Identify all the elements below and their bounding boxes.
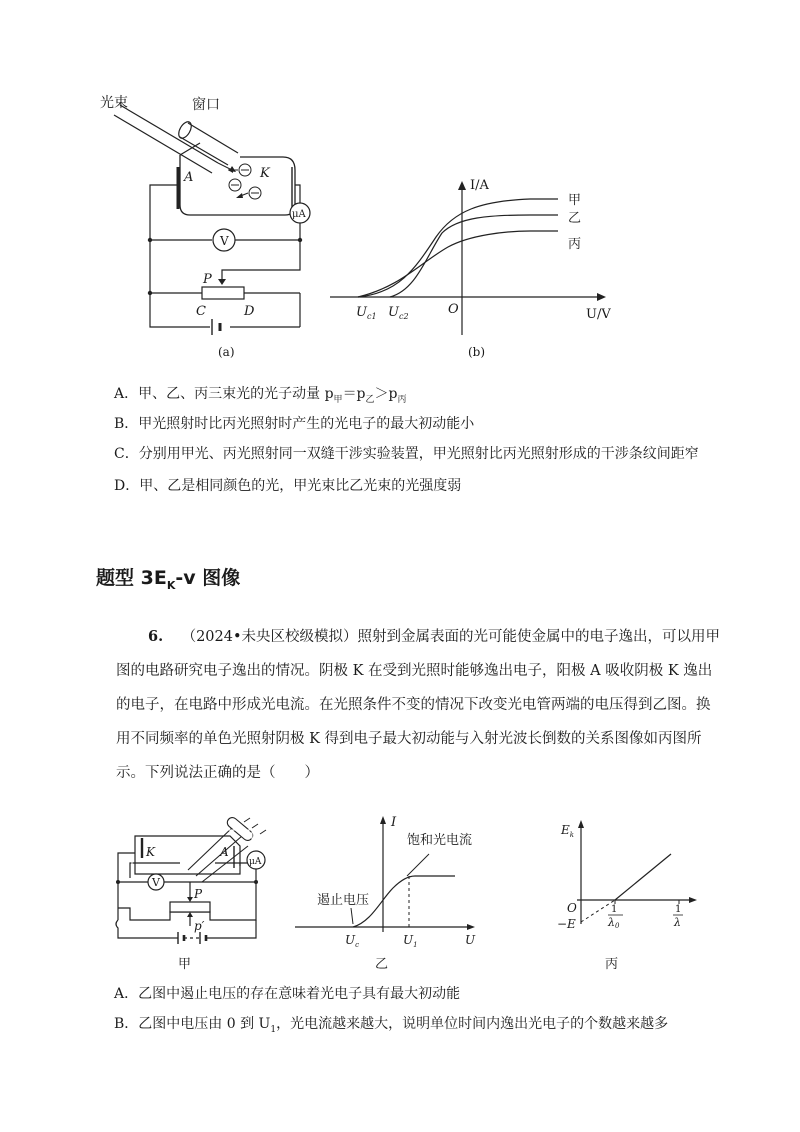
section-heading: 题型 $3E_K-v$ 图像 [96,567,241,592]
svg-text:1: 1 [675,904,682,915]
cathode-label: K [260,166,270,181]
origin-label: O [567,901,577,915]
figure-jia-circuit [110,808,280,973]
figure-caption-jia: 甲 [178,957,192,972]
x-axis-label: U/V [586,307,611,322]
stop-voltage-pointer [351,908,353,924]
microammeter-label: μA [292,209,306,220]
figure-a-photocell-circuit [100,85,340,365]
option-b-q6: B．乙图中电压由 0 到 $U_1$，光电流越来越大，说明单位时间内逸出光电子的个数越来越多 [114,1016,669,1035]
figure-yi-iu-curve [295,812,490,972]
curve-yi [390,215,558,297]
slider-p-label: P [194,887,203,901]
origin-label: O [448,302,459,317]
slider-p2-label: p′ [194,919,205,933]
option-d-q5: D．甲、乙是相同颜色的光，甲光束比乙光束的光强度弱 [114,478,462,494]
anode-label: A [184,170,194,185]
rheostat-icon [170,902,210,912]
uc2-label: $U_{c2}$ [388,305,409,321]
figure-caption-yi: 乙 [375,957,389,972]
option-a-q5: A．甲、乙、丙三束光的光子动量 $p_甲=p_乙>p_丙$ [114,386,407,405]
u1-label: $U_1$ [403,933,418,949]
option-c-q5: C．分别用甲光、丙光照射同一双缝干涉实验装置，甲光照射比丙光照射形成的干涉条纹间距窄 [114,446,699,462]
figure-bing-ek-graph [555,818,705,973]
figure-caption-bing: 丙 [605,957,619,972]
series-label-yi: 乙 [568,211,582,226]
question-number: 6. [148,628,164,645]
y-axis-label: I [391,815,397,830]
light-beam-label: 光束 [100,95,128,111]
terminal-d-label: D [244,304,255,319]
stop-voltage-label: 遏止电压 [317,893,370,908]
rheostat-icon [202,287,244,299]
neg-e-label: −E [557,917,576,931]
figure-b-iu-curves [330,175,620,360]
series-label-bing: 丙 [568,237,582,252]
window-icon [176,120,194,141]
svg-text:λ0: λ0 [608,916,620,930]
y-axis-label: I/A [470,178,489,193]
svg-text:λ: λ [674,916,681,929]
electron-icon [229,179,241,191]
figure-caption-a: (a) [218,345,235,359]
y-axis-label: $E_k$ [561,823,575,839]
figure-caption-b: (b) [468,345,486,359]
option-b-q5: B．甲光照射时比丙光照射时产生的光电子的最大初动能小 [114,416,475,432]
saturation-label: 饱和光电流 [407,833,473,848]
anode-label: A [220,845,229,859]
microammeter-label: μA [249,857,262,867]
svg-text:1: 1 [611,904,618,915]
saturation-pointer [407,854,429,876]
terminal-c-label: C [196,304,206,319]
x-axis-label: U [465,933,476,947]
slider-p-label: P [203,272,212,287]
curve-bing [358,231,558,297]
voltmeter-label: V [220,234,229,248]
option-a-q6: A．乙图中遏止电压的存在意味着光电子具有最大初动能 [114,986,461,1002]
question-6-stem: 6. （2024•未央区校级模拟）照射到金属表面的光可能使金属中的电子逸出，可以用甲 图的电路研究电子逸出的情况。阴极 K 在受到光照时能够逸出电子，阳极 A 吸收阴极 K 逸出 的电子，在电路中形成光电流。在光照条件不变的情况下改变光电管两端的电压得到乙图。换 用不同频率的单色光照射阴极 K 得到电子最大初动能与入射光波长倒数的关系图像如丙图所 示。下列说法正确的是（ ） [116,628,721,781]
one-over-lambda-label [673,904,683,929]
light-beam-line [120,105,218,163]
one-over-lambda0-label [607,904,623,930]
curve-jia [358,199,558,297]
window-label: 窗口 [192,97,220,113]
ek-line [615,854,671,900]
series-label-jia: 甲 [568,193,582,208]
cathode-label: K [146,845,155,859]
uc-label: $U_c$ [345,933,360,949]
uc1-label: $U_{c1}$ [356,305,377,321]
voltmeter-label: V [152,876,160,889]
